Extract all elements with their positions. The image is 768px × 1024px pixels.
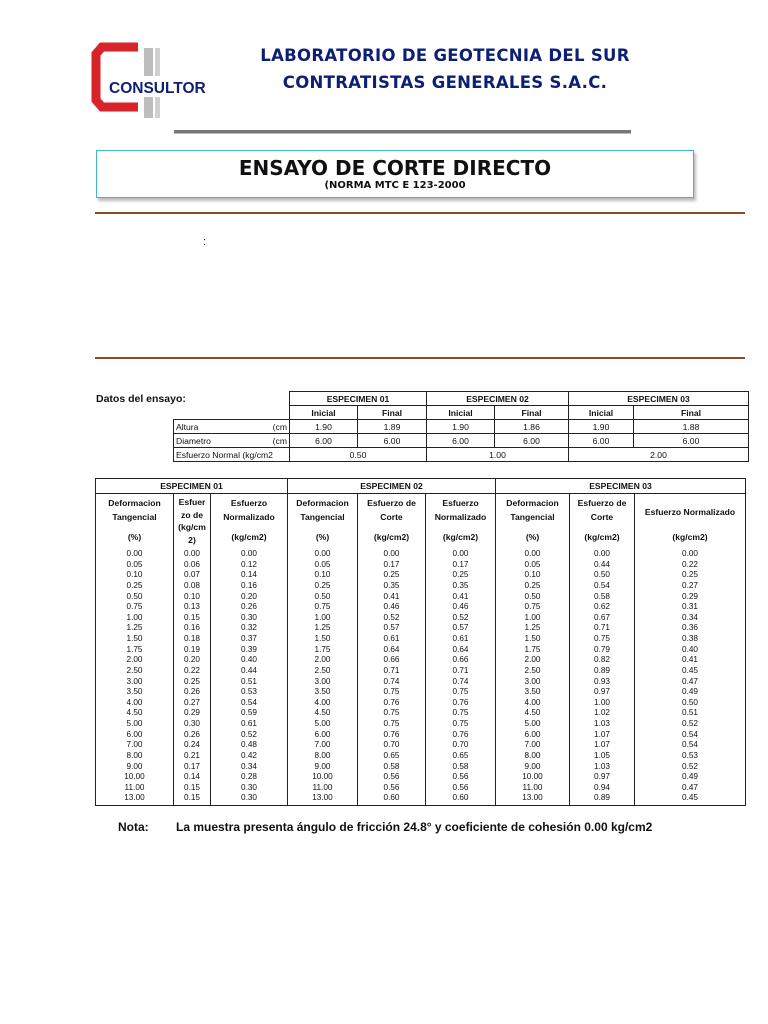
value-cell: 0.75 [383, 708, 400, 718]
value-cell: 0.00 [126, 549, 143, 558]
value-cell: 0.76 [383, 697, 400, 707]
specimen-header: ESPECIMEN 03 [569, 392, 749, 406]
value-cell: 0.44 [594, 559, 610, 569]
unit-label: (kg/cm2) [211, 529, 288, 546]
value-cell: 1.00 [126, 612, 143, 622]
value-cell: 3.50 [126, 687, 143, 697]
section-divider-bottom [95, 357, 745, 359]
value-cell: 0.58 [594, 591, 610, 601]
value-cell: 0.45 [682, 793, 698, 803]
value-cell: 11.00 [124, 782, 145, 792]
org-name-line1: LABORATORIO DE GEOTECNIA DEL SUR [260, 46, 630, 65]
value-cell: 0.44 [241, 665, 257, 675]
value-cell: 6.00 [126, 729, 143, 739]
value-cell: 0.28 [241, 772, 257, 782]
inicial-header: Inicial [569, 406, 634, 420]
value-cell: 0.26 [241, 602, 257, 612]
value-cell: 0.64 [452, 644, 469, 654]
unit-label: (%) [96, 529, 174, 546]
value-cell: 0.67 [594, 612, 610, 622]
deformacion-header: Deformacion Tangencial [496, 494, 570, 529]
value-cell: 2.00 [569, 448, 749, 462]
value-cell: 1.50 [314, 634, 331, 643]
value-cell: 2.50 [314, 665, 331, 675]
value-cell: 6.00 [569, 434, 634, 448]
value-cell: 0.30 [184, 719, 200, 728]
value-cell: 0.22 [682, 559, 698, 569]
value-cell: 0.71 [452, 665, 469, 675]
value-cell: 0.75 [314, 602, 331, 612]
value-cell: 0.37 [241, 634, 257, 643]
value-cell: 0.89 [594, 793, 610, 803]
value-cell: 9.00 [314, 761, 331, 771]
datos-ensayo-label: Datos del ensayo: [96, 393, 186, 405]
value-cell: 0.47 [682, 676, 698, 686]
value-cell: 0.57 [452, 623, 469, 633]
value-cell: 0.30 [241, 782, 257, 792]
value-cell: 0.17 [184, 761, 200, 771]
logo-text: CONSULTOR [109, 80, 206, 97]
value-cell: 0.35 [452, 580, 469, 590]
nota-text: La muestra presenta ángulo de fricción 24.8° y coeficiente de cohesión 0.00 kg/cm2 [176, 820, 653, 834]
value-cell: 0.51 [682, 708, 698, 718]
value-cell: 1.25 [314, 623, 331, 633]
value-cell: 0.41 [383, 591, 400, 601]
value-cell: 0.56 [383, 772, 400, 782]
value-cell: 0.41 [452, 591, 469, 601]
value-cell: 1.25 [524, 623, 541, 633]
value-cell: 1.75 [524, 644, 541, 654]
unit-label: (kg/cm2) [570, 529, 635, 546]
value-cell: 0.47 [682, 782, 698, 792]
value-cell: 0.50 [290, 448, 427, 462]
value-cell: 0.15 [184, 793, 200, 803]
value-cell: 0.52 [452, 612, 469, 622]
value-cell: 0.65 [452, 750, 469, 760]
value-cell: 0.74 [383, 676, 400, 686]
value-cell: 10.00 [312, 772, 333, 782]
value-cell: 1.00 [314, 612, 331, 622]
value-cell: 5.00 [314, 719, 331, 728]
specimen-header: ESPECIMEN 03 [496, 479, 746, 494]
value-cell: 0.29 [682, 591, 698, 601]
value-cell: 0.79 [594, 644, 610, 654]
specimen-header: ESPECIMEN 02 [288, 479, 496, 494]
value-cell: 1.00 [427, 448, 569, 462]
value-cell: 0.82 [594, 655, 610, 665]
value-cell: 8.00 [314, 750, 331, 760]
value-cell: 0.54 [682, 740, 698, 750]
value-cell: 0.25 [524, 580, 541, 590]
value-cell: 4.50 [126, 708, 143, 718]
value-cell: 0.22 [184, 665, 200, 675]
value-cell: 0.25 [126, 580, 143, 590]
value-cell: 8.00 [126, 750, 143, 760]
unit-label: (%) [496, 529, 570, 546]
diametro-row [174, 434, 749, 448]
value-cell: 7.00 [126, 740, 143, 750]
col-e1-normalizado [211, 546, 288, 804]
value-cell: 0.08 [184, 580, 200, 590]
value-cell: 3.50 [524, 687, 541, 697]
value-cell: 3.00 [524, 676, 541, 686]
value-cell: 0.65 [383, 750, 400, 760]
value-cell: 0.34 [241, 761, 257, 771]
value-cell: 2.50 [524, 665, 541, 675]
deformacion-header: Deformacion Tangencial [96, 494, 174, 529]
value-cell: 1.90 [290, 420, 358, 434]
value-cell: 1.88 [634, 420, 749, 434]
value-cell: 0.10 [314, 570, 331, 580]
value-cell: 0.16 [241, 580, 257, 590]
value-cell: 0.76 [383, 729, 400, 739]
value-cell: 1.75 [126, 644, 143, 654]
value-cell: 1.86 [495, 420, 569, 434]
col-e1-deformacion [96, 546, 174, 804]
col-e2-deformacion [288, 546, 358, 804]
value-cell: 0.32 [241, 623, 257, 633]
org-name-line2: CONTRATISTAS GENERALES S.A.C. [282, 73, 608, 92]
value-cell: 0.10 [184, 591, 200, 601]
col-e3-deformacion [496, 546, 570, 804]
value-cell: 0.10 [524, 570, 541, 580]
value-cell: 0.30 [241, 793, 257, 803]
value-cell: 1.75 [314, 644, 331, 654]
value-cell: 0.00 [524, 549, 541, 558]
value-cell: 0.75 [524, 602, 541, 612]
value-cell: 6.00 [524, 729, 541, 739]
value-cell: 6.00 [358, 434, 427, 448]
value-cell: 0.70 [383, 740, 400, 750]
unit-label: (kg/cm2) [358, 529, 426, 546]
value-cell: 1.90 [427, 420, 495, 434]
header-divider [174, 130, 631, 134]
value-cell: 0.39 [241, 644, 257, 654]
value-cell: 0.48 [241, 740, 257, 750]
value-cell: 6.00 [495, 434, 569, 448]
final-header: Final [634, 406, 749, 420]
value-cell: 0.13 [184, 602, 200, 612]
deformacion-header: Deformacion Tangencial [288, 494, 358, 529]
value-cell: 0.61 [241, 719, 257, 728]
value-cell: 0.46 [452, 602, 469, 612]
value-cell: 0.00 [241, 549, 257, 558]
row-label: Diametro (cm [174, 434, 290, 448]
row-label: Esfuerzo Normal (kg/cm2 [174, 448, 290, 462]
value-cell: 0.25 [314, 580, 331, 590]
value-cell: 0.05 [126, 559, 143, 569]
value-cell: 13.00 [312, 793, 333, 803]
value-cell: 10.00 [124, 772, 145, 782]
value-cell: 1.00 [524, 612, 541, 622]
value-cell: 1.07 [594, 740, 610, 750]
consultor-logo [94, 44, 206, 122]
value-cell: 0.25 [682, 570, 698, 580]
value-cell: 0.50 [682, 697, 698, 707]
value-cell: 0.58 [452, 761, 469, 771]
value-cell: 0.51 [241, 676, 257, 686]
altura-row [174, 420, 749, 434]
value-cell: 0.75 [452, 719, 469, 728]
value-cell: 0.18 [184, 634, 200, 643]
value-cell: 0.40 [682, 644, 698, 654]
value-cell: 3.00 [126, 676, 143, 686]
value-cell: 0.75 [383, 687, 400, 697]
value-cell: 0.61 [452, 634, 469, 643]
value-cell: 0.06 [184, 559, 200, 569]
value-cell: 0.76 [452, 697, 469, 707]
value-cell: 0.42 [241, 750, 257, 760]
row-label: Altura (cm [174, 420, 290, 434]
value-cell: 9.00 [126, 761, 143, 771]
datos-ensayo-table [173, 391, 749, 462]
value-cell: 2.50 [126, 665, 143, 675]
value-cell: 2.00 [314, 655, 331, 665]
value-cell: 0.62 [594, 602, 610, 612]
value-cell: 0.75 [383, 719, 400, 728]
value-cell: 3.00 [314, 676, 331, 686]
col-e3-normalizado [635, 546, 746, 804]
value-cell: 6.00 [634, 434, 749, 448]
value-cell: 0.64 [383, 644, 400, 654]
value-cell: 0.76 [452, 729, 469, 739]
title-box [96, 150, 694, 198]
value-cell: 0.07 [184, 570, 200, 580]
value-cell: 0.25 [383, 570, 400, 580]
value-cell: 0.35 [383, 580, 400, 590]
value-cell: 0.00 [314, 549, 331, 558]
inicial-header: Inicial [290, 406, 358, 420]
value-cell: 1.02 [594, 708, 610, 718]
value-cell: 0.10 [126, 570, 143, 580]
value-cell: 0.46 [383, 602, 400, 612]
value-cell: 0.54 [594, 580, 610, 590]
value-cell: 0.00 [682, 549, 698, 558]
specimen-header: ESPECIMEN 01 [96, 479, 288, 494]
value-cell: 0.49 [682, 687, 698, 697]
value-cell: 0.50 [314, 591, 331, 601]
value-cell: 0.36 [682, 623, 698, 633]
nota-label: Nota: [118, 820, 149, 834]
value-cell: 0.66 [383, 655, 400, 665]
value-cell: 0.45 [682, 665, 698, 675]
value-cell: 0.21 [184, 750, 200, 760]
blank-cell [174, 406, 290, 420]
value-cell: 0.56 [452, 772, 469, 782]
value-cell: 1.50 [126, 634, 143, 643]
value-cell: 0.60 [452, 793, 469, 803]
value-cell: 0.19 [184, 644, 200, 654]
value-cell: 0.70 [452, 740, 469, 750]
value-cell: 7.00 [314, 740, 331, 750]
value-cell: 1.90 [569, 420, 634, 434]
value-cell: 0.75 [452, 687, 469, 697]
esfuerzo-normalizado-header: Esfuerzo Normalizado [426, 494, 496, 529]
value-cell: 0.74 [452, 676, 469, 686]
col-e2-normalizado [426, 546, 496, 804]
value-cell: 1.89 [358, 420, 427, 434]
value-cell: 1.50 [524, 634, 541, 643]
value-cell: 8.00 [524, 750, 541, 760]
value-cell: 0.00 [594, 549, 610, 558]
value-cell: 13.00 [124, 793, 145, 803]
document-title: ENSAYO DE CORTE DIRECTO [238, 156, 552, 180]
value-cell: 0.50 [594, 570, 610, 580]
value-cell: 0.27 [184, 697, 200, 707]
value-cell: 0.50 [126, 591, 143, 601]
blank-cell [174, 392, 290, 406]
value-cell: 0.38 [682, 634, 698, 643]
value-cell: 0.05 [524, 559, 541, 569]
value-cell: 1.03 [594, 719, 610, 728]
value-cell: 0.00 [184, 549, 200, 558]
value-cell: 0.20 [241, 591, 257, 601]
value-cell: 0.50 [524, 591, 541, 601]
value-cell: 0.56 [452, 782, 469, 792]
value-cell: 4.50 [314, 708, 331, 718]
value-cell: 4.50 [524, 708, 541, 718]
value-cell: 0.75 [126, 602, 143, 612]
value-cell: 0.89 [594, 665, 610, 675]
value-cell: 0.15 [184, 782, 200, 792]
col-e2-corte [358, 546, 426, 804]
value-cell: 0.17 [452, 559, 469, 569]
value-cell: 0.75 [594, 634, 610, 643]
value-cell: 0.49 [682, 772, 698, 782]
value-cell: 0.00 [452, 549, 469, 558]
value-cell: 0.27 [682, 580, 698, 590]
value-cell: 0.54 [682, 729, 698, 739]
value-cell: 0.71 [594, 623, 610, 633]
specimen-header: ESPECIMEN 02 [427, 392, 569, 406]
value-cell: 0.20 [184, 655, 200, 665]
value-cell: 0.71 [383, 665, 400, 675]
value-cell: 0.16 [184, 623, 200, 633]
value-cell: 0.97 [594, 687, 610, 697]
value-cell: 0.52 [682, 719, 698, 728]
value-cell: 0.24 [184, 740, 200, 750]
value-cell: 1.00 [594, 697, 610, 707]
value-cell: 0.61 [383, 634, 400, 643]
value-cell: 5.00 [524, 719, 541, 728]
esfuerzo-corte-header: Esfuerzo de Corte [358, 494, 426, 529]
value-cell: 4.00 [126, 697, 143, 707]
info-colon: : [203, 236, 207, 248]
value-cell: 10.00 [522, 772, 543, 782]
value-cell: 11.00 [312, 782, 333, 792]
value-cell: 0.30 [241, 612, 257, 622]
value-cell: 0.53 [682, 750, 698, 760]
value-cell: 11.00 [522, 782, 543, 792]
value-cell: 0.41 [682, 655, 698, 665]
value-cell: 3.50 [314, 687, 331, 697]
value-cell: 7.00 [524, 740, 541, 750]
unit-label: (kg/cm2) [426, 529, 496, 546]
specimen-header: ESPECIMEN 01 [290, 392, 427, 406]
value-cell: 0.31 [682, 602, 698, 612]
col-e1-corte [174, 546, 211, 804]
esfuerzo-normalizado-header: Esfuerzo Normalizado [211, 494, 288, 529]
inicial-header: Inicial [427, 406, 495, 420]
value-cell: 0.57 [383, 623, 400, 633]
value-cell: 0.14 [184, 772, 200, 782]
document-subtitle: (NORMA MTC E 123-2000 [324, 180, 466, 191]
value-cell: 0.93 [594, 676, 610, 686]
value-cell: 0.26 [184, 729, 200, 739]
value-cell: 0.60 [383, 793, 400, 803]
results-table [95, 478, 746, 806]
esfuerzo-corte-header: Esfuerzo de Corte [570, 494, 635, 529]
unit-label: (%) [288, 529, 358, 546]
value-cell: 0.15 [184, 612, 200, 622]
value-cell: 0.97 [594, 772, 610, 782]
value-cell: 1.25 [126, 623, 143, 633]
value-cell: 0.25 [184, 676, 200, 686]
value-cell: 0.58 [383, 761, 400, 771]
value-cell: 0.56 [383, 782, 400, 792]
esfuerzo-normal-row [174, 448, 749, 462]
value-cell: 0.17 [383, 559, 400, 569]
final-header: Final [495, 406, 569, 420]
unit-label: (kg/cm2) [635, 529, 746, 546]
data-rows [96, 546, 746, 804]
esfuerzo-corte-header: Esfuer zo de (kg/cm 2) [174, 494, 211, 547]
value-cell: 0.26 [184, 687, 200, 697]
value-cell: 0.52 [682, 761, 698, 771]
value-cell: 1.07 [594, 729, 610, 739]
value-cell: 0.54 [241, 697, 257, 707]
value-cell: 0.05 [314, 559, 331, 569]
value-cell: 0.34 [682, 612, 698, 622]
esfuerzo-normalizado-header: Esfuerzo Normalizado [635, 494, 746, 529]
value-cell: 1.03 [594, 761, 610, 771]
value-cell: 2.00 [126, 655, 143, 665]
col-e3-corte [570, 546, 635, 804]
value-cell: 0.12 [241, 559, 257, 569]
final-header: Final [358, 406, 427, 420]
value-cell: 4.00 [524, 697, 541, 707]
value-cell: 0.29 [184, 708, 200, 718]
value-cell: 0.40 [241, 655, 257, 665]
value-cell: 6.00 [427, 434, 495, 448]
value-cell: 0.66 [452, 655, 469, 665]
value-cell: 2.00 [524, 655, 541, 665]
value-cell: 1.05 [594, 750, 610, 760]
value-cell: 6.00 [314, 729, 331, 739]
value-cell: 0.75 [452, 708, 469, 718]
value-cell: 0.59 [241, 708, 257, 718]
value-cell: 0.52 [383, 612, 400, 622]
value-cell: 9.00 [524, 761, 541, 771]
section-divider-top [95, 212, 745, 214]
value-cell: 0.14 [241, 570, 257, 580]
value-cell: 4.00 [314, 697, 331, 707]
value-cell: 0.52 [241, 729, 257, 739]
value-cell: 0.00 [383, 549, 400, 558]
value-cell: 13.00 [522, 793, 543, 803]
value-cell: 5.00 [126, 719, 143, 728]
value-cell: 0.25 [452, 570, 469, 580]
value-cell: 6.00 [290, 434, 358, 448]
value-cell: 0.94 [594, 782, 610, 792]
value-cell: 0.53 [241, 687, 257, 697]
